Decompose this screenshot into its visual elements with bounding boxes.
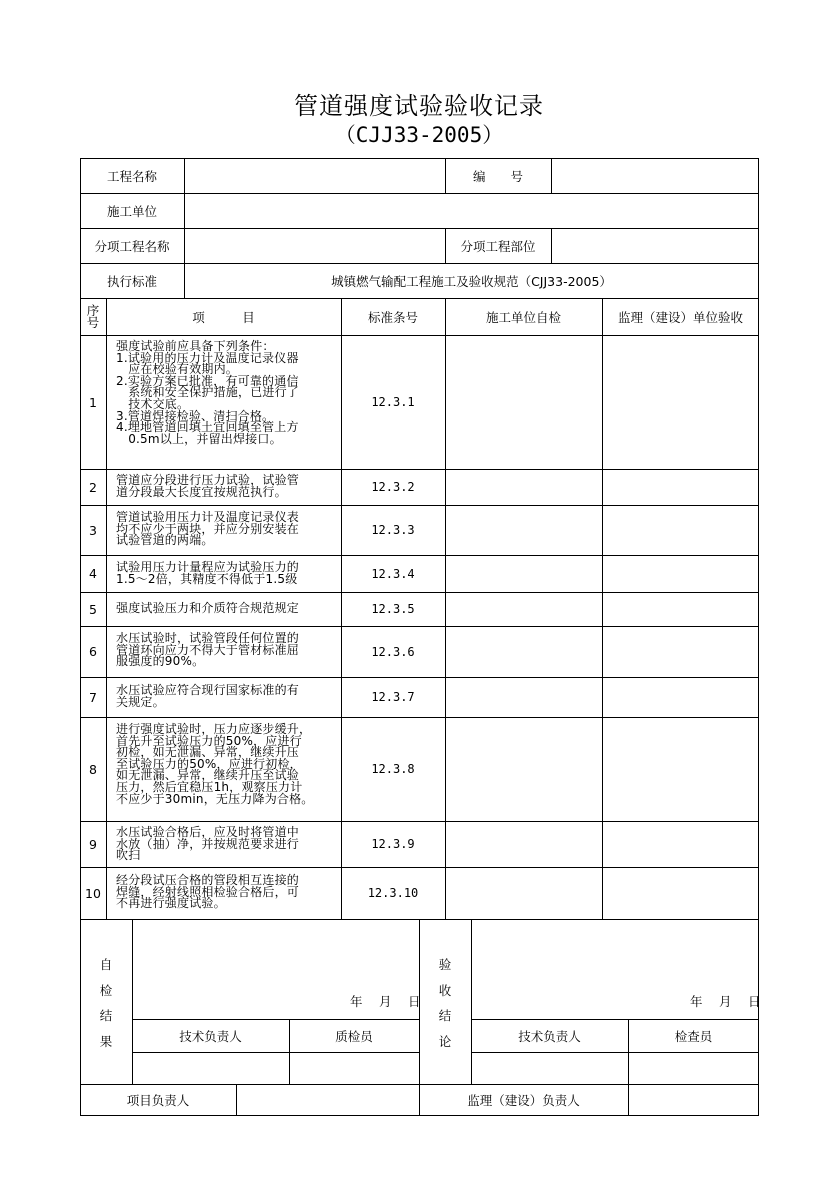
page-title: 管道强度试验验收记录 xyxy=(294,92,544,120)
row-seq: 9 xyxy=(89,836,97,852)
row-seq: 6 xyxy=(89,644,97,659)
column-supervision: 监理（建设）单位验收 xyxy=(617,309,743,325)
quality-inspector-label: 质检员 xyxy=(335,1028,373,1044)
column-seq: 序号 xyxy=(86,302,100,330)
self-check-result-label: 自检结果 xyxy=(99,957,113,1049)
sub-project-name-label: 分项工程名称 xyxy=(94,238,170,254)
construction-unit-label: 施工单位 xyxy=(106,203,157,219)
row-clause: 12.3.9 xyxy=(371,837,415,851)
self-check-date: 年 月 日 xyxy=(350,994,423,1009)
supervision-manager-label: 监理（建设）负责人 xyxy=(467,1093,580,1108)
row-item-text: 强度试验前应具备下列条件： 1.试验用的压力计及温度记录仪器 应在校验有效期内。 2.实验方案已批准，有可靠的通信 系统和安全保护措施，已进行了 技术交底。 3.管道焊接检验、清扫合格。 4.埋地管道回填土宜回填至管上方 0.5m以上，并留出焊接口。 xyxy=(116,339,300,446)
row-item-text: 管道试验用压力计及温度记录仪表 均不应少于两块，并应分别安装在 试验管道的两端。 xyxy=(116,510,300,548)
sub-project-part-label: 分项工程部位 xyxy=(460,238,536,254)
page-subtitle: （CJJ33-2005） xyxy=(334,123,504,147)
row-clause: 12.3.2 xyxy=(371,480,415,494)
row-item-text: 进行强度试验时，压力应逐步缓升， 首先升至试验压力的50%，应进行 初检，如无泄漏、异常，继续升压 至试验压力的50%，应进行初检， 如无泄漏、异常，继续升压至试验 压力，然后宜稳压1h，观察压力计 不应少于30min，无压力降为合格。 xyxy=(116,722,314,806)
row-item-text: 经分段试压合格的管段相互连接的 焊缝，经射线照相检验合格后，可 不再进行强度试验。 xyxy=(116,873,300,911)
column-clause: 标准条号 xyxy=(367,309,418,325)
row-clause: 12.3.8 xyxy=(371,762,415,776)
row-item-text: 水压试验应符合现行国家标准的有 关规定。 xyxy=(116,683,300,709)
self-check-tech-lead-label: 技术负责人 xyxy=(179,1028,242,1044)
row-clause: 12.3.5 xyxy=(371,602,415,616)
row-seq: 4 xyxy=(89,566,97,581)
row-seq: 3 xyxy=(89,522,97,538)
acceptance-conclusion-label: 验收结论 xyxy=(438,957,452,1049)
project-manager-label: 项目负责人 xyxy=(126,1093,190,1108)
number-label: 编 号 xyxy=(472,168,523,184)
row-clause: 12.3.6 xyxy=(371,644,415,659)
inspector-label: 检查员 xyxy=(674,1028,713,1044)
row-item-text: 管道应分段进行压力试验，试验管 道分段最大长度宜按规范执行。 xyxy=(116,473,300,499)
row-item-text: 强度试验压力和介质符合规范规定 xyxy=(116,601,300,615)
row-seq: 8 xyxy=(89,761,97,777)
standard-value: 城镇燃气输配工程施工及验收规范（CJJ33-2005） xyxy=(331,273,612,289)
project-name-label: 工程名称 xyxy=(106,168,157,184)
row-clause: 12.3.4 xyxy=(371,566,415,581)
row-clause: 12.3.7 xyxy=(371,690,415,704)
row-seq: 7 xyxy=(89,689,97,705)
standard-label: 执行标准 xyxy=(106,273,157,289)
row-clause: 12.3.10 xyxy=(367,886,419,900)
row-seq: 2 xyxy=(89,479,97,495)
row-item-text: 水压试验合格后，应及时将管道中 水放（抽）净，并按规范要求进行 吹扫 xyxy=(116,825,300,863)
acceptance-date: 年 月 日 xyxy=(690,994,763,1009)
row-clause: 12.3.3 xyxy=(371,523,415,537)
column-self-check: 施工单位自检 xyxy=(485,309,561,325)
row-seq: 10 xyxy=(85,885,101,901)
row-item-text: 水压试验时，试验管段任何位置的 管道环向应力不得大于管材标准屈 服强度的90%。 xyxy=(116,631,300,669)
row-item-text: 试验用压力计量程应为试验压力的 1.5～2倍，其精度不得低于1.5级 xyxy=(116,560,300,586)
row-seq: 1 xyxy=(89,394,97,410)
row-clause: 12.3.1 xyxy=(371,395,415,409)
row-seq: 5 xyxy=(89,601,97,617)
column-item: 项 目 xyxy=(192,309,255,325)
acceptance-tech-lead-label: 技术负责人 xyxy=(518,1028,581,1044)
